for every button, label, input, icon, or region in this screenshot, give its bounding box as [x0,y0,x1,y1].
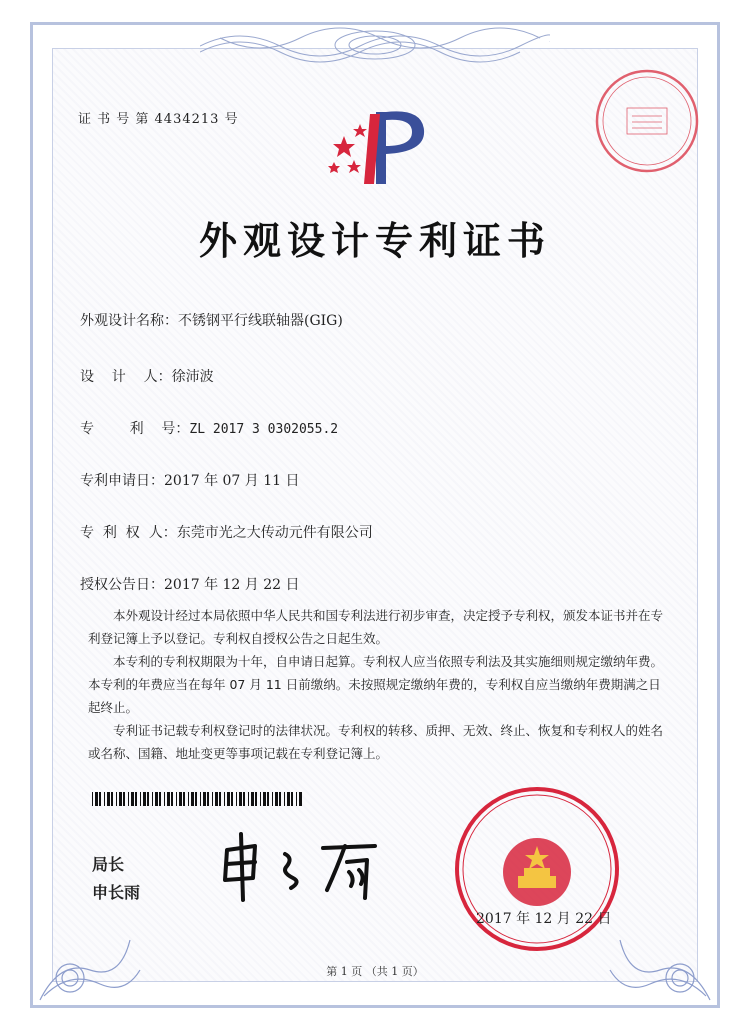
bottom-left-ornament [30,900,150,1008]
paragraph: 本外观设计经过本局依照中华人民共和国专利法进行初步审查，决定授予专利权，颁发本证书并在专利登记簿上予以登记。专利权自授权公告之日起生效。 [88,608,664,646]
field-design-name [80,310,343,330]
field-value: 徐沛波 [171,369,214,385]
paragraph: 专利证书记载专利权登记时的法律状况。专利权的转移、质押、无效、终止、恢复和专利权人的姓名或名称、国籍、地址变更等事项记载在专利登记簿上。 [88,723,664,761]
field-grant-date [80,574,300,594]
page-footer: 第 1 页 （共 1 页） [326,965,424,978]
top-ornament [200,22,550,68]
paragraph: 本专利的专利权期限为十年，自申请日起算。专利权人应当依照专利法及其实施细则规定缴纳年费。本专利的年费应当在每年 07 月 11 日前缴纳。未按照规定缴纳年费的，专利权自应当缴纳年费期满之日起终止。 [88,654,664,715]
field-label: 授权公告日： [80,577,164,593]
barcode [92,792,302,806]
director-title: 局长 [92,855,125,874]
page-title: 外观设计专利证书 [198,219,551,263]
director-name: 申长雨 [92,883,141,902]
director-signature [215,828,415,908]
field-label: 专利申请日： [80,473,164,489]
field-label: 外观设计名称： [80,313,178,329]
agent-seal [592,66,702,176]
field-patentee [80,522,373,542]
field-value: 东莞市光之大传动元件有限公司 [176,525,373,541]
field-application-date [80,470,300,490]
field-label: 设 计 人： [80,369,172,385]
patent-office-logo [318,104,438,188]
field-designer [80,366,214,386]
field-value: 2017 年 07 月 11 日 [164,473,300,489]
field-label: 专 利 号： [80,421,190,437]
certificate-number-value: 第 4434213 号 [135,112,239,127]
field-value: ZL 2017 3 0302055.2 [189,422,339,437]
issue-date: 2017 年 12 月 22 日 [476,911,612,927]
certificate-number [78,108,239,127]
field-patent-number [80,418,338,438]
field-value: 2017 年 12 月 22 日 [164,577,300,593]
national-seal [452,784,622,954]
certificate-body [88,604,668,765]
field-value: 不锈钢平行线联轴器(GIG) [178,313,343,329]
field-label: 专 利 权 人： [80,525,177,541]
certificate-number-label: 证 书 号 [78,112,131,127]
